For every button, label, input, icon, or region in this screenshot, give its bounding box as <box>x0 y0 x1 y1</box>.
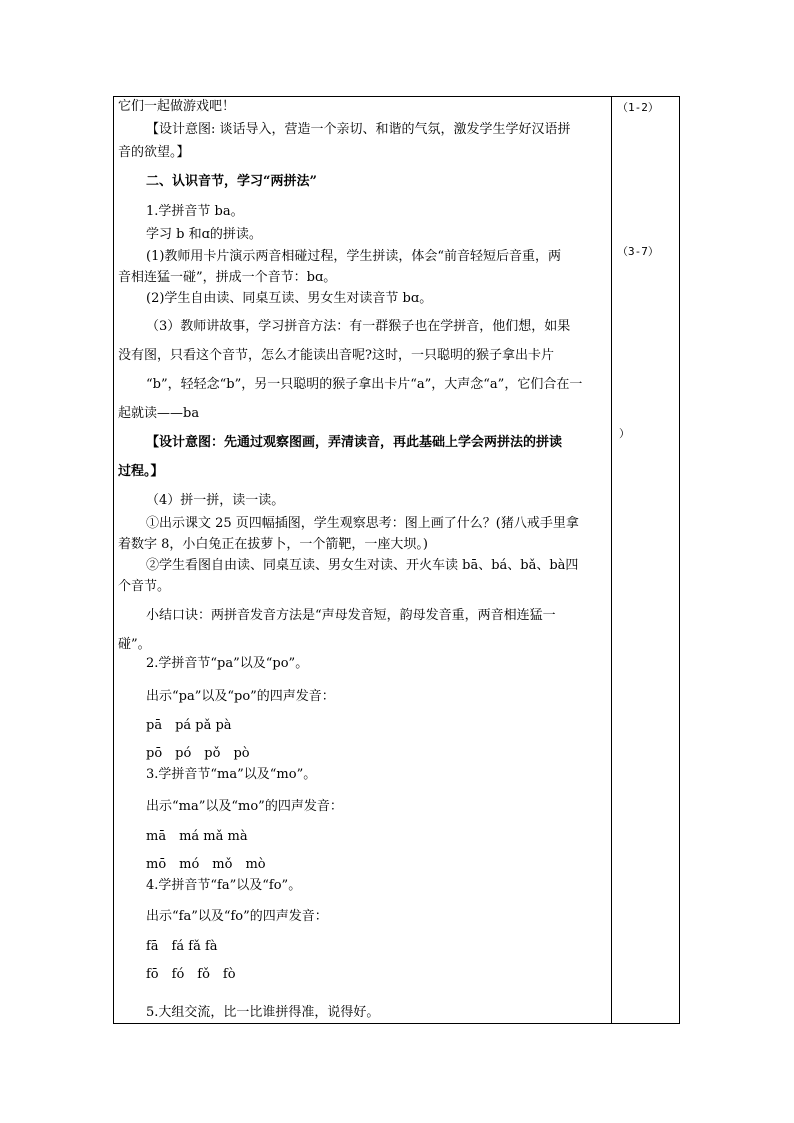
text-line: ②学生看图自由读、同桌互读、男女生对读、开火车读 bā、bá、bǎ、bà四 <box>146 558 579 573</box>
pinyin-line: fō fó fǒ fò <box>146 967 236 982</box>
text-line: 5.大组交流，比一比谁拼得准，说得好。 <box>146 1005 380 1020</box>
pinyin-line: mā má mǎ mà <box>146 829 248 844</box>
design-intent-line: 【设计意图: 谈话导入，营造一个亲切、和谐的气氛，激发学生学好汉语拼 <box>146 122 571 137</box>
text-line: 音相连猛一碰”，拼成一个音节：bɑ。 <box>118 270 337 285</box>
text-line: 它们一起做游戏吧！ <box>118 99 236 114</box>
text-line: 个音节。 <box>118 579 171 594</box>
text-line: （3）教师讲故事，学习拼音方法：有一群猴子也在学拼音，他们想，如果 <box>146 319 571 334</box>
text-line: 4.学拼音节“fa”以及“fo”。 <box>146 878 302 893</box>
section-heading: 二、认识音节，学习“两拼法” <box>146 174 317 189</box>
design-intent-line: 音的欲望。】 <box>118 145 190 160</box>
text-line: 2.学拼音节“pa”以及“po”。 <box>146 656 309 671</box>
text-line: 3.学拼音节“ma”以及“mo”。 <box>146 767 317 782</box>
text-line: （4）拼一拼，读一读。 <box>146 493 285 508</box>
text-line: ①出示课文 25 页四幅插图，学生观察思考：图上画了什么？(猪八戒手里拿 <box>146 516 579 531</box>
pinyin-line: mō mó mǒ mò <box>146 857 266 872</box>
time-allocation: （3-7） <box>617 245 659 258</box>
pinyin-line: pā pá pǎ pà <box>146 718 232 733</box>
design-intent-line: 【设计意图：先通过观察图画，弄清读音，再此基础上学会两拼法的拼读 <box>146 435 563 450</box>
text-line: (1)教师用卡片演示两音相碰过程，学生拼读，体会“前音轻短后音重，两 <box>146 249 562 264</box>
text-line: 着数字 8，小白兔正在拔萝卜，一个箭靶，一座大坝。) <box>118 537 428 552</box>
column-divider <box>611 96 612 1024</box>
design-intent-line: 过程。】 <box>118 464 164 479</box>
pinyin-line: fā fá fǎ fà <box>146 939 218 954</box>
text-line: (2)学生自由读、同桌互读、男女生对读音节 bɑ。 <box>146 291 433 306</box>
text-line: “b”，轻轻念“b”，另一只聪明的猴子拿出卡片“a”，大声念“a”，它们合在一 <box>146 377 583 392</box>
text-line: 学习 b 和ɑ的拼读。 <box>146 227 262 242</box>
text-line: 碰”。 <box>118 637 151 652</box>
text-line: 小结口诀：两拼音发音方法是“声母发音短，韵母发音重，两音相连猛一 <box>146 608 556 623</box>
text-line: 出示“ma”以及“mo”的四声发音： <box>146 799 343 814</box>
text-line: 出示“fa”以及“fo”的四声发音： <box>146 909 328 924</box>
text-line: 1.学拼音节 ba。 <box>146 204 244 219</box>
pinyin-line: pō pó pǒ pò <box>146 746 250 761</box>
text-line: 起就读——ba <box>118 406 200 421</box>
text-line: 出示“pa”以及“po”的四声发音： <box>146 689 335 704</box>
time-allocation: （1-2） <box>617 101 659 114</box>
text-line: 没有图，只看这个音节，怎么才能读出音呢?这时，一只聪明的猴子拿出卡片 <box>118 348 554 363</box>
time-allocation: ） <box>619 427 630 440</box>
